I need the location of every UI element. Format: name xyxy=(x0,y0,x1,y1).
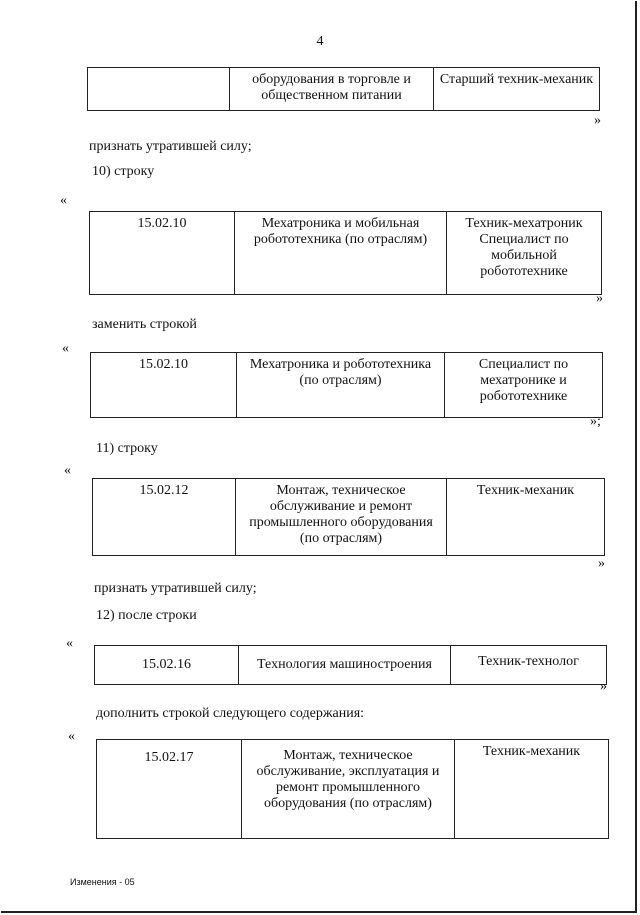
cell-code: 15.02.16 xyxy=(95,646,239,685)
table-continuation xyxy=(87,67,600,111)
cell-name: Мехатроника и робототехника (по отраслям) xyxy=(237,353,445,418)
item-12-heading: 12) после строки xyxy=(96,608,197,623)
close-quote: » xyxy=(596,291,603,306)
table-row17 xyxy=(96,739,609,839)
open-quote: « xyxy=(66,636,73,651)
cell-code: 15.02.12 xyxy=(93,479,236,556)
table-row16 xyxy=(94,645,607,685)
page-number: 4 xyxy=(316,34,324,49)
close-quote: » xyxy=(594,113,601,128)
cell-qualification: Техник-мехатроник Специалист по мобильной робототехнике xyxy=(447,212,602,295)
paragraph-replace-with-row: заменить строкой xyxy=(92,317,197,332)
table-row xyxy=(91,353,603,418)
cell-name: Мехатроника и мобильная робототехника (по отраслям) xyxy=(235,212,447,295)
cell-name: оборудования в торговле и общественном питании xyxy=(230,68,434,111)
cell-qualification: Техник-механик xyxy=(447,479,605,556)
table-row xyxy=(97,740,609,839)
open-quote: « xyxy=(64,463,71,478)
open-quote: « xyxy=(60,193,67,208)
item-10-heading: 10) строку xyxy=(92,164,155,179)
open-quote: « xyxy=(68,729,75,744)
paragraph-recognize-invalid: признать утратившей силу; xyxy=(89,139,252,154)
cell-qualification: Техник-механик xyxy=(455,740,609,839)
table-row xyxy=(88,68,600,111)
cell-qualification: Старший техник-механик xyxy=(434,68,600,111)
table-row12 xyxy=(92,478,605,556)
table-row xyxy=(90,212,602,295)
cell-name: Монтаж, техническое обслуживание, эксплуатация и ремонт промышленного оборудования (по отраслям) xyxy=(242,740,455,839)
table-row xyxy=(93,479,605,556)
cell-code xyxy=(88,68,230,111)
cell-code: 15.02.10 xyxy=(91,353,237,418)
footer-revision-label: Изменения - 05 xyxy=(70,877,135,887)
table-row10-old xyxy=(89,211,602,295)
table-row xyxy=(95,646,607,685)
close-quote-semicolon: »; xyxy=(590,414,601,429)
open-quote: « xyxy=(62,341,69,356)
cell-code: 15.02.10 xyxy=(90,212,235,295)
close-quote: » xyxy=(600,679,607,694)
cell-code: 15.02.17 xyxy=(97,740,242,839)
cell-qualification: Специалист по мехатронике и робототехнике xyxy=(445,353,603,418)
table-row10-new xyxy=(90,352,603,418)
paragraph-recognize-invalid: признать утратившей силу; xyxy=(94,581,257,596)
cell-name: Монтаж, техническое обслуживание и ремонт промышленного оборудования (по отраслям) xyxy=(236,479,447,556)
item-11-heading: 11) строку xyxy=(96,441,158,456)
close-quote: » xyxy=(598,556,605,571)
paragraph-add-row: дополнить строкой следующего содержания: xyxy=(96,706,365,721)
cell-qualification: Техник-технолог xyxy=(451,646,607,685)
cell-name: Технология машиностроения xyxy=(239,646,451,685)
